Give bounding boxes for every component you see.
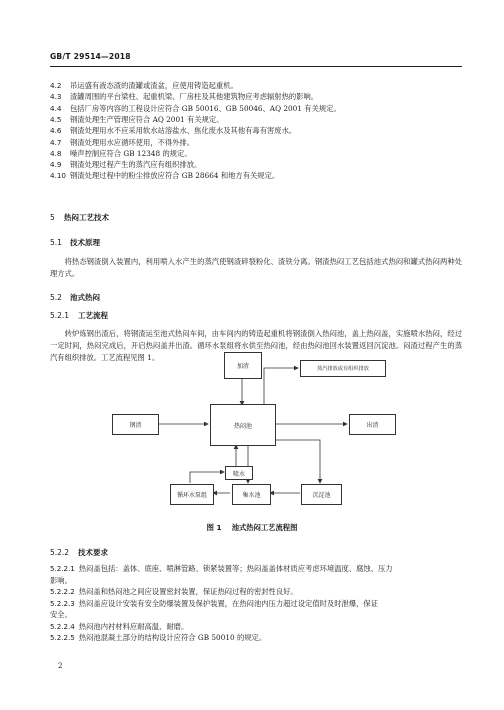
clause-text: 渣罐周围的平台梁柱、起重机梁、厂房柱及其他建筑物应考虑辐射热的影响。 [70,92,319,102]
requirement-number: 5.2.2.4 [50,621,75,631]
section-5-1-heading: 5.1 技术原理 [50,238,100,247]
clause-4-3 [50,91,462,102]
section-5-2-2-heading: 5.2.2 技术要求 [50,548,108,557]
clause-number: 4.9 [50,160,62,170]
clause-number: 4.6 [50,126,62,136]
clause-4-5 [50,114,462,125]
clause-number: 4.3 [50,92,62,102]
clause-4-9 [50,159,462,170]
node-steel-slag: 钢渣 [112,414,159,435]
clause-text: 噪声控制应符合 GB 12348 的规定。 [70,148,192,158]
page-number: 2 [58,662,63,670]
figure-caption: 图 1 池式热闷工艺流程图 [206,523,298,532]
clause-number: 4.5 [50,114,62,124]
requirement-number: 5.2.2.1 [50,564,75,573]
requirement-number: 5.2.2.3 [50,598,75,608]
section-5-2-1-paragraph: 转炉炼钢出渣后，将钢渣运至池式热闷车间，由车间内的铸造起重机将钢渣倒入热闷池，盖上热闷盖，实施喷水热闷，经过一定时间，热闷完成后，开启热闷盖并出渣。循环水泵组将水供至热闷池，经由热闷池回水装置返回沉淀池。闷渣过程产生的蒸汽有组织排放。工艺流程见图 1。 [50,329,462,362]
requirement-number: 5.2.2.5 [50,633,75,642]
requirement-5-2-2-3 [50,598,462,621]
clause-number: 4.10 [50,171,67,181]
node-hot-pit: 热闷池 [210,404,276,446]
node-slag-discharge: 出渣 [349,414,396,435]
clause-text: 钢渣处理过程产生的蒸汽应有组织排放。 [70,160,202,170]
requirement-text-continued: 影响。 [50,575,72,585]
requirement-text: 热闷盖应设计安装有安全防爆装置及保护装置，在热闷池内压力超过设定值时及时泄爆，保证 [78,598,378,608]
clause-text: 包括厂房等内容的工程设计应符合 GB 50016、GB 50046、AQ 2001 有关规定。 [70,103,341,113]
clause-4-4 [50,103,462,114]
clause-text: 钢渣处理过程中的粉尘排放应符合 GB 28664 和地方有关规定。 [70,171,280,181]
node-sump: 集水池 [232,484,271,505]
requirement-5-2-2-1 [50,563,462,586]
clause-text: 钢渣处理用水不应采用软水站溶盐水、焦化废水及其他有毒有害废水。 [70,126,297,136]
requirement-text: 热闷池混凝土部分的结构设计应符合 GB 50010 的规定。 [78,633,267,642]
node-steam-release: 蒸汽排放或有组织排放 [300,360,386,377]
requirement-5-2-2-4 [50,621,462,633]
node-settling-tank: 沉淀池 [301,484,342,505]
arrow-pit-to-settle [272,440,320,483]
requirement-text-continued: 安全。 [50,610,72,619]
requirement-number: 5.2.2.2 [50,587,75,596]
node-circulation-pump: 循环水泵组 [170,484,214,505]
arrow-pump-to-spray [190,472,224,483]
clause-4-7 [50,137,462,148]
clause-number: 4.8 [50,148,62,158]
clause-text: 钢渣处理生产管理应符合 AQ 2001 有关规定。 [70,114,224,124]
clause-4-2 [50,80,462,91]
clause-number: 4.4 [50,103,62,113]
requirement-text: 热闷盖和热闷池之间应设置密封装置，保证热闷过程的密封性良好。 [78,587,298,596]
clause-number: 4.7 [50,137,62,147]
requirement-5-2-2-2 [50,586,462,598]
section-5-1-paragraph: 将热态钢渣倒入装置内，利用喷入水产生的蒸汽使钢渣碎裂粉化、渣铁分离。钢渣热闷工艺包括池式热闷和罐式热闷两种处理方式。 [50,257,462,278]
clause-text: 吊运盛有液态渣的渣罐或渣盆，应使用铸造起重机。 [70,81,238,90]
clause-text: 钢渣处理用水应循环使用，不得外排。 [70,137,195,147]
section-5-heading: 5 热闷工艺技术 [50,213,109,222]
clause-4-10 [50,170,462,181]
node-water-spray: 喷水 [225,466,253,480]
clause-4-8 [50,148,462,159]
standard-code: GB/T 29514—2018 [50,52,131,61]
header-rule [50,66,462,67]
arrow-pit-to-steam [264,368,298,406]
requirement-text: 热闷盖包括：盖体、底座、喷淋管路、锁紧装置等；热闷盖盖体材质应考虑环境温度、腐蚀、压力 [78,564,393,573]
requirement-5-2-2-5 [50,632,462,644]
process-flow-diagram [108,348,398,513]
node-add-slag: 加渣 [224,352,262,379]
section-5-2-1-heading: 5.2.1 工艺流程 [50,311,108,320]
section-5-2-heading: 5.2 池式热闷 [50,293,100,302]
requirement-text: 热闷池内衬材料应耐高温、耐磨。 [78,621,189,631]
clause-number: 4.2 [50,81,62,90]
clause-4-6 [50,125,462,136]
